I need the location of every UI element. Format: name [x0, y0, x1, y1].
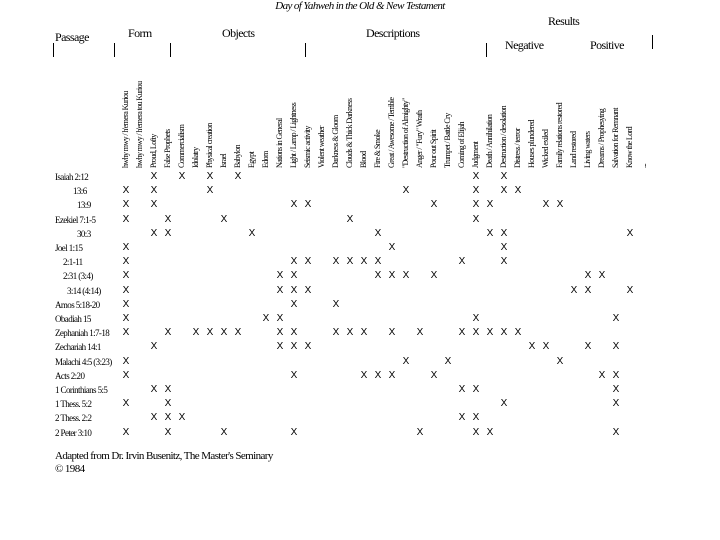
column-header-label: Proud, Lofty: [149, 134, 158, 168]
column-header-label: Blood: [359, 151, 368, 168]
table-mark: X: [122, 355, 130, 367]
table-mark: X: [458, 384, 466, 395]
column-header-label: ...: [639, 163, 648, 168]
table-mark: X: [122, 185, 130, 197]
table-mark: X: [374, 227, 382, 239]
table-mark: X: [556, 355, 564, 367]
table-mark: X: [598, 369, 606, 381]
column-header: [261, 151, 273, 298]
column-header: [611, 108, 623, 298]
chart-title: Day of Yahweh in the Old & New Testament: [275, 0, 445, 12]
table-mark: X: [262, 313, 270, 324]
table-mark: X: [164, 227, 172, 239]
table-mark: X: [612, 313, 620, 324]
passage-label: 2:31 (3:4): [63, 271, 93, 282]
table-mark: X: [584, 284, 592, 296]
table-mark: X: [150, 199, 158, 211]
table-mark: X: [542, 199, 550, 211]
table-mark: X: [612, 369, 620, 381]
table-mark: X: [528, 341, 536, 353]
table-mark: X: [500, 185, 508, 197]
table-mark: X: [234, 171, 242, 182]
table-mark: X: [220, 327, 228, 339]
table-mark: X: [122, 256, 130, 268]
column-header-label: Know the Lord: [625, 126, 634, 168]
divider-end: [652, 35, 653, 49]
table-mark: X: [514, 185, 522, 197]
table-mark: X: [122, 284, 130, 296]
table-mark: X: [178, 171, 186, 182]
column-header-label: False Prophets: [163, 129, 172, 168]
column-header-label: Light / Lamp / Lightness: [289, 102, 298, 168]
table-mark: X: [164, 412, 172, 424]
column-header-label: Family relations restored: [555, 103, 564, 168]
table-mark: X: [486, 199, 494, 211]
table-mark: X: [122, 270, 130, 282]
column-header-label: Clouds & Thick Darkness: [345, 98, 354, 168]
table-mark: X: [486, 426, 494, 438]
attribution-line-2: © 1984: [55, 463, 85, 475]
table-mark: X: [122, 199, 130, 211]
table-mark: X: [122, 426, 130, 438]
table-mark: X: [122, 242, 130, 253]
column-header-label: Nations in General: [275, 118, 284, 168]
table-mark: X: [304, 284, 312, 296]
table-mark: X: [598, 270, 606, 282]
divider-objects: [170, 43, 171, 57]
table-mark: X: [290, 341, 298, 353]
table-mark: X: [290, 298, 298, 310]
passage-label: Zephaniah 1:7-18: [55, 328, 110, 339]
table-mark: X: [290, 256, 298, 268]
table-mark: X: [388, 369, 396, 381]
table-mark: X: [430, 369, 438, 381]
table-mark: X: [472, 426, 480, 438]
table-mark: X: [122, 327, 130, 339]
table-mark: X: [500, 227, 508, 239]
negative-header: Negative: [505, 38, 544, 52]
attribution: [55, 450, 273, 476]
table-mark: X: [374, 369, 382, 381]
table-mark: X: [444, 355, 452, 367]
table-mark: X: [500, 327, 508, 339]
table-mark: X: [164, 213, 172, 225]
table-mark: X: [122, 398, 130, 410]
table-mark: X: [472, 199, 480, 211]
table-mark: X: [248, 227, 256, 239]
table-mark: X: [304, 341, 312, 353]
table-mark: X: [584, 341, 592, 353]
table-mark: X: [374, 256, 382, 268]
table-mark: X: [430, 199, 438, 211]
table-mark: X: [472, 313, 480, 324]
column-header-label: Darkness & Gloom: [331, 115, 340, 168]
table-mark: X: [290, 426, 298, 438]
table-mark: X: [402, 270, 410, 282]
column-header-label: Land restored: [569, 131, 578, 168]
table-mark: X: [150, 227, 158, 239]
table-mark: X: [164, 327, 172, 339]
column-header: [303, 126, 315, 298]
table-mark: X: [332, 256, 340, 268]
passage-label: Ezekiel 7:1-5: [55, 214, 96, 225]
column-header: [177, 124, 189, 298]
passage-label: 1 Corinthians 5:5: [55, 385, 108, 395]
column-header-label: Egypt: [247, 151, 256, 168]
column-header: [457, 122, 469, 298]
passage-label: Malachi 4:5 (3:23): [55, 356, 112, 367]
column-header: [555, 103, 567, 298]
column-header: [569, 131, 581, 298]
column-header-label: Anger / "Fury" Wrath: [415, 110, 424, 168]
table-mark: X: [360, 256, 368, 268]
passage-label: 30:3: [77, 228, 91, 239]
column-header: [233, 145, 245, 298]
column-header: [219, 153, 231, 298]
table-mark: X: [472, 384, 480, 395]
divider-passage: [53, 43, 54, 57]
passage-label: 13:6: [73, 186, 87, 197]
column-header-label: Pour out Spirit: [429, 129, 438, 168]
table-mark: X: [374, 270, 382, 282]
column-header-label: Distress / terror: [513, 128, 522, 168]
divider-form: [114, 43, 115, 57]
table-mark: X: [430, 270, 438, 282]
table-mark: X: [290, 199, 298, 211]
table-mark: X: [290, 270, 298, 282]
table-mark: X: [276, 313, 284, 324]
table-mark: X: [500, 171, 508, 182]
column-header-label: Living waters: [583, 131, 592, 168]
table-mark: X: [220, 426, 228, 438]
table-mark: X: [458, 327, 466, 339]
column-header: [135, 81, 147, 298]
form-header: Form: [128, 26, 152, 40]
table-mark: X: [304, 256, 312, 268]
column-header-label: Israel: [219, 153, 228, 168]
objects-header: Objects: [222, 26, 255, 40]
column-header: [331, 115, 343, 298]
column-header-label: hwhy mwy / h'emera Kuriou: [121, 91, 130, 168]
table-mark: X: [556, 199, 564, 211]
passage-label: 2:1-11: [63, 257, 83, 268]
table-mark: X: [360, 369, 368, 381]
positive-header: Positive: [590, 38, 624, 52]
table-mark: X: [500, 398, 508, 410]
results-header: Results: [548, 14, 580, 28]
table-mark: X: [486, 227, 494, 239]
table-mark: X: [220, 213, 228, 225]
table-mark: X: [150, 412, 158, 424]
column-header-label: Commercialism: [177, 124, 186, 168]
table-mark: X: [304, 199, 312, 211]
table-mark: X: [122, 298, 130, 310]
table-mark: X: [458, 412, 466, 424]
table-mark: X: [626, 284, 634, 296]
table-mark: X: [164, 384, 172, 395]
column-header: [345, 98, 357, 298]
column-header-label: Fire & Smoke: [373, 129, 382, 168]
table-mark: X: [276, 284, 284, 296]
column-header-label: "Destruction of Almighty": [401, 98, 410, 168]
table-mark: X: [206, 171, 214, 182]
column-header-label: Seismic activity: [303, 126, 312, 168]
table-mark: X: [612, 426, 620, 438]
column-header-label: Judgment: [471, 141, 480, 168]
table-mark: X: [402, 185, 410, 197]
descriptions-header: Descriptions: [366, 26, 420, 40]
column-header-label: Coming of Elijah: [457, 122, 466, 168]
table-mark: X: [542, 341, 550, 353]
passage-label: 2 Peter 3:10: [55, 427, 92, 438]
column-header: [639, 163, 651, 298]
table-mark: X: [570, 284, 578, 296]
passage-label: 1 Thess. 5:2: [55, 399, 92, 410]
column-header-label: Violent weather: [317, 126, 326, 168]
column-header: [541, 129, 553, 298]
table-mark: X: [416, 327, 424, 339]
column-header-label: Wicked exiled: [541, 129, 550, 168]
table-mark: X: [332, 327, 340, 339]
column-header-label: Trumpet / Battle Cry: [443, 113, 452, 168]
table-mark: X: [122, 313, 130, 324]
table-mark: X: [346, 256, 354, 268]
table-mark: X: [612, 384, 620, 395]
column-header-label: Destruction / desolation: [499, 105, 508, 168]
column-header-label: Great / Awesome / Terrible: [387, 97, 396, 168]
column-header: [359, 151, 371, 298]
table-mark: X: [360, 327, 368, 339]
table-mark: X: [290, 369, 298, 381]
table-mark: X: [346, 213, 354, 225]
passage-label: Amos 5:18-20: [55, 299, 100, 310]
column-header-label: Physical creation: [205, 123, 214, 168]
table-mark: X: [276, 341, 284, 353]
table-mark: X: [164, 426, 172, 438]
table-mark: X: [458, 256, 466, 268]
table-mark: X: [626, 227, 634, 239]
column-header-label: Death / Annihilation: [485, 114, 494, 168]
table-mark: X: [164, 398, 172, 410]
table-mark: X: [234, 327, 242, 339]
table-mark: X: [276, 327, 284, 339]
table-mark: X: [346, 327, 354, 339]
column-header: [443, 113, 455, 298]
column-header: [191, 147, 203, 298]
table-mark: X: [388, 270, 396, 282]
table-mark: X: [612, 341, 620, 353]
column-header-label: Houses plundered: [527, 120, 536, 168]
column-header: [415, 110, 427, 298]
table-mark: X: [178, 412, 186, 424]
table-mark: X: [472, 185, 480, 197]
column-header-label: Salvation for Remnant: [611, 108, 620, 168]
table-mark: X: [122, 213, 130, 225]
table-mark: X: [276, 270, 284, 282]
column-header-label: hwhy mwy / h'emera tou Kuriou: [135, 81, 144, 168]
passage-label: Acts 2:20: [55, 370, 85, 381]
passage-label: Joel 1:15: [55, 243, 83, 253]
table-mark: X: [150, 171, 158, 182]
table-mark: X: [402, 355, 410, 367]
column-header-label: Dreams / Prophesying: [597, 108, 606, 168]
column-header: [317, 126, 329, 298]
table-mark: X: [472, 412, 480, 424]
table-mark: X: [122, 369, 130, 381]
divider-descriptions: [305, 43, 306, 57]
table-mark: X: [192, 327, 200, 339]
passage-label: 13:9: [77, 200, 91, 211]
table-mark: X: [150, 341, 158, 353]
table-mark: X: [416, 426, 424, 438]
table-mark: X: [150, 384, 158, 395]
passage-label: Isaiah 2:12: [55, 172, 89, 182]
passage-header: Passage: [55, 30, 89, 44]
table-mark: X: [500, 256, 508, 268]
passage-label: Obadiah 15: [55, 314, 91, 324]
table-mark: X: [206, 185, 214, 197]
table-mark: X: [472, 213, 480, 225]
table-mark: X: [150, 185, 158, 197]
passage-label: 3:14 (4:14): [67, 285, 101, 296]
table-mark: X: [500, 242, 508, 253]
passage-label: 2 Thess. 2:2: [55, 413, 92, 424]
table-mark: X: [332, 298, 340, 310]
attribution-line-1: Adapted from Dr. Irvin Busenitz, The Master's Seminary: [55, 450, 273, 462]
table-mark: X: [290, 327, 298, 339]
table-mark: X: [486, 327, 494, 339]
table-mark: X: [388, 327, 396, 339]
table-mark: X: [206, 327, 214, 339]
table-mark: X: [388, 242, 396, 253]
column-header-label: Idolatry: [191, 147, 200, 168]
table-mark: X: [584, 270, 592, 282]
table-mark: X: [514, 327, 522, 339]
column-header-label: Edom: [261, 151, 270, 168]
table-mark: X: [612, 398, 620, 410]
table-mark: X: [472, 171, 480, 182]
passage-label: Zechariah 14:1: [55, 342, 101, 353]
table-mark: X: [472, 327, 480, 339]
column-header-label: Babylon: [233, 145, 242, 168]
divider-results: [486, 43, 487, 57]
table-mark: X: [290, 284, 298, 296]
column-header: [527, 120, 539, 298]
